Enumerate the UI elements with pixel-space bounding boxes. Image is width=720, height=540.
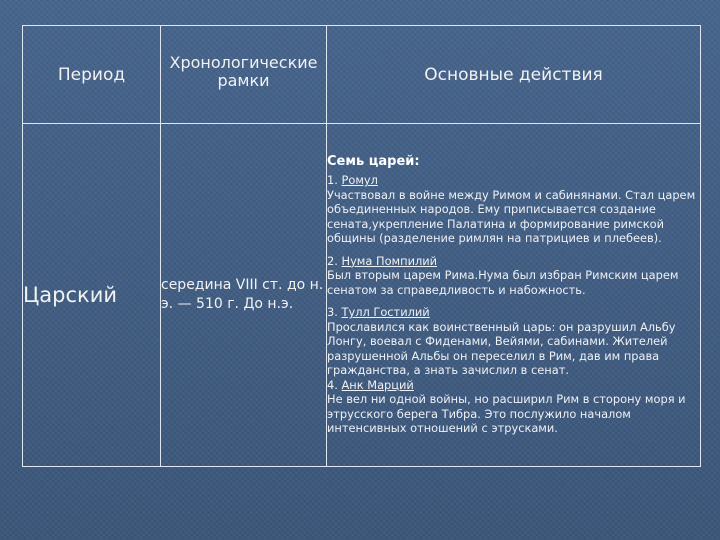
king-name: Нума Помпилий	[341, 253, 438, 268]
table-row	[23, 124, 701, 467]
header-timeframe	[161, 26, 327, 124]
king-entry	[327, 254, 700, 298]
king-description: Был вторым царем Рима.Нума был избран Римским царем сенатом за справедливость и набожность.	[327, 268, 679, 297]
actions-cell	[327, 124, 701, 467]
timeframe-value: середина VIII ст. до н. э. — 510 г. До н.э.	[161, 277, 324, 312]
king-description: Прославился как воинственный царь: он разрушил Альбу Лонгу, воевал с Фиденами, Вейями, сабинами. Жителей разрушенной Альбы он переселил в Рим, дав им права гражданства, а знать зачислил в сенат.	[327, 319, 676, 378]
header-period-label: Период	[57, 64, 126, 85]
king-number: 2.	[327, 253, 338, 268]
period-cell	[23, 124, 161, 467]
actions-title: Семь царей:	[327, 154, 420, 170]
king-name: Тулл Гостилий	[341, 305, 430, 320]
timeframe-cell	[161, 124, 327, 467]
king-number: 4.	[327, 377, 338, 392]
king-description: Участвовал в войне между Римом и сабинянами. Стал царем объединенных народов. Ему приписывается создание сената,укрепление Палатина и формирование римской общины (разделение римлян на патрициев и плебеев).	[327, 187, 696, 246]
header-actions	[327, 26, 701, 124]
king-name: Ромул	[341, 173, 378, 188]
king-entry	[327, 305, 700, 378]
period-value: Царский	[23, 283, 118, 307]
history-table	[22, 25, 701, 467]
header-row	[23, 26, 701, 124]
king-description: Не вел ни одной войны, но расширил Рим в сторону моря и этрусского берега Тибра. Это послужило началом интенсивных отношений с этрусками.	[327, 392, 686, 436]
header-timeframe-label: Хронологические рамки	[169, 52, 318, 90]
header-actions-label: Основные действия	[424, 64, 603, 85]
king-entry	[327, 173, 700, 246]
king-entry	[327, 378, 700, 436]
king-number: 3.	[327, 305, 338, 320]
king-name: Анк Марций	[341, 377, 414, 392]
header-period	[23, 26, 161, 124]
king-number: 1.	[327, 173, 338, 188]
